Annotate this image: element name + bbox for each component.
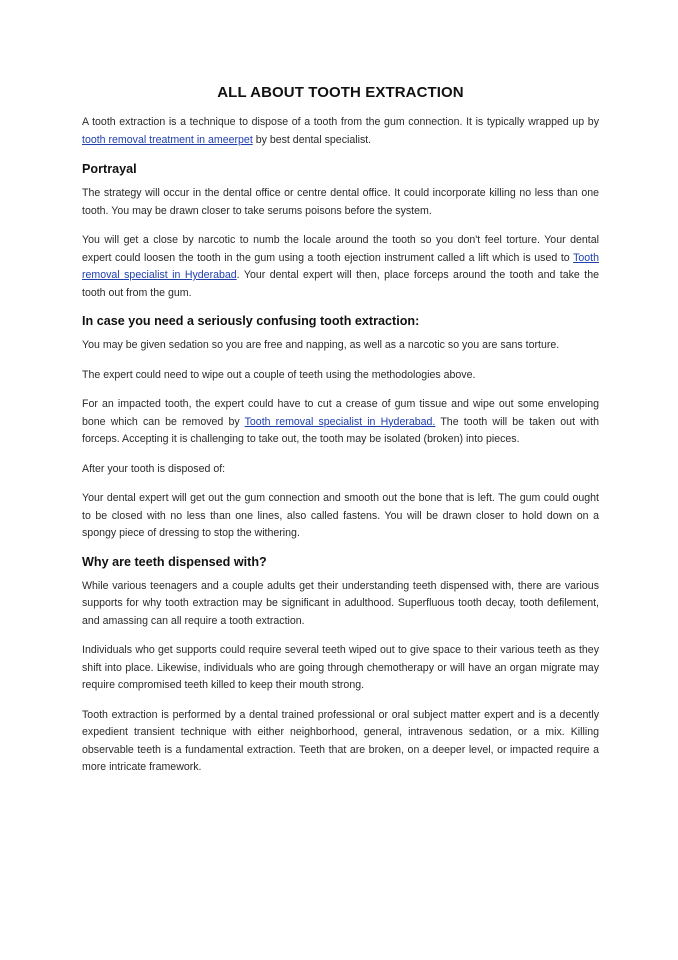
intro-paragraph [82,114,599,149]
portrayal-text: You will get a close by narcotic to numb the locale around the tooth so you don't feel torture. Your dental expert could loosen the tooth in the gum using a tooth ejection instrument called a lift which is used to [82,234,599,264]
section-heading-why: Why are teeth dispensed with? [82,554,267,569]
why-paragraph-2: Individuals who get supports could require several teeth wiped out to give space to their various teeth as they shift into place. Likewise, individuals who are going through chemotherapy or will have an organ migrate may require compromised teeth killed to keep their mouth strong. [82,644,599,691]
complex-paragraph-2: The expert could need to wipe out a couple of teeth using the methodologies above. [82,368,476,381]
section-heading-complex: In case you need a seriously confusing tooth extraction: [82,314,420,328]
complex-paragraph-5: Your dental expert will get out the gum connection and smooth out the bone that is left. The gum could ought to be closed with no less than one lines, also called fastens. You will be drawn closer to hold down on a spongy piece of dressing to stop the withering. [82,492,599,539]
complex-paragraph-4: After your tooth is disposed of: [82,462,226,475]
section-heading-portrayal: Portrayal [82,162,137,176]
complex-link[interactable]: Tooth removal specialist in Hyderabad. [244,415,436,428]
page-title: ALL ABOUT TOOTH EXTRACTION [217,84,464,101]
complex-text: For an impacted tooth, the expert could have to cut a crease of gum tissue and wipe out some enveloping bone which can be removed by [82,398,599,428]
intro-text: A tooth extraction is a technique to dispose of a tooth from the gum connection. It is typically wrapped up by [82,116,599,128]
document-body [82,80,599,789]
portrayal-link[interactable]: Tooth removal specialist in Hyderabad [82,251,599,281]
why-paragraph-1: While various teenagers and a couple adults get their understanding teeth dispensed with, there are various supports for why tooth extraction may be significant in adulthood. Superfluous tooth decay, tooth defilement, and amassing can all require a tooth extraction. [82,579,599,627]
complex-paragraph-3 [82,396,599,449]
portrayal-paragraph-2 [82,232,599,302]
intro-text-end: by best dental specialist. [252,133,372,146]
complex-paragraph-1: You may be given sedation so you are free and napping, as well as a narcotic so you are sans torture. [82,339,560,351]
why-paragraph-3: Tooth extraction is performed by a dental trained professional or oral subject matter expert and is a decently expedient transient technique with either neighborhood, general, intravenous sedation, or a mix. Killing observable teeth is a fundamental extraction. Teeth that are broken, on a deeper level, or impacted require a more intricate framework. [82,708,599,773]
complex-text-end: The tooth will be taken out with forceps. Accepting it is challenging to take out, the tooth may be isolated (broken) into pieces. [82,415,599,445]
intro-link[interactable]: tooth removal treatment in ameerpet [82,133,253,146]
portrayal-text-end: . Your dental expert will then, place forceps around the tooth and take the tooth out from the gum. [82,269,600,299]
portrayal-paragraph-1: The strategy will occur in the dental office or centre dental office. It could incorporate killing no less than one tooth. You may be drawn closer to take serums poisons before the system. [82,187,599,217]
